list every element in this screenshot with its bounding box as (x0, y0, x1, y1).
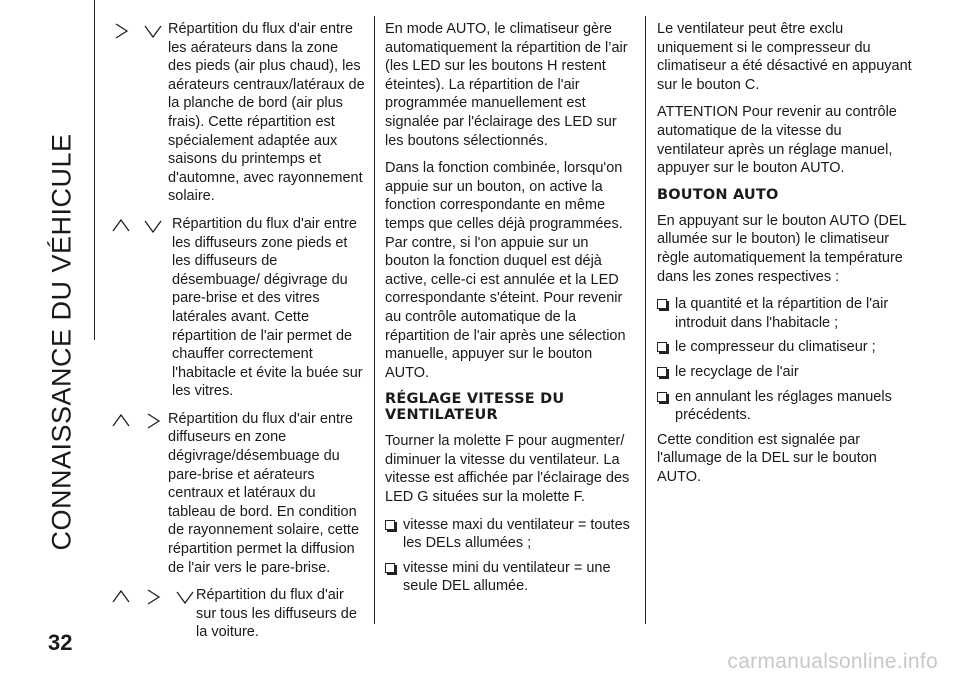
arrow-up-icon (110, 216, 132, 236)
mode-text: Répartition du flux d'air entre les aérateurs dans la zone des pieds (air plus chaud), les aérateurs centraux/latéraux de la planche de bord (air plus frais). Cette répartition est spécialement adaptée aux saisons du printemps et d'automne, avec rayonnement solaire. (168, 21, 365, 205)
column-divider-1 (374, 16, 375, 624)
paragraph: Cette condition est signalée par l'allumage de la DEL sur le bouton AUTO. (657, 431, 877, 485)
page-number: 32 (48, 630, 73, 655)
mode-icons (110, 21, 174, 41)
section-heading: RÉGLAGE VITESSE DU VENTILATEUR (385, 391, 565, 424)
watermark-link[interactable]: carmanualsonline.info (727, 650, 938, 673)
list-item (657, 295, 912, 332)
checkbox-bullet-icon (657, 342, 667, 352)
mode-text: Répartition du flux d'air entre les diffuseurs zone pieds et les diffuseurs de désembuage/ dégivrage du pare-brise et des vitres latérales avant. Cette répartition de l'air permet de chauffer correctement l'habitacle et évite la buée sur les vitres. (172, 215, 363, 400)
mode-item (110, 20, 365, 206)
list-item-text: la quantité et la répartition de l'air introduit dans l'habitacle ; (675, 296, 889, 331)
checkbox-bullet-icon (657, 299, 667, 309)
checkbox-bullet-icon (657, 367, 667, 377)
section-title-text: CONNAISSANCE DU VÉHICULE (46, 133, 77, 551)
arrow-down-icon (142, 21, 164, 41)
paragraph: Tourner la molette F pour augmenter/ diminuer la vitesse du ventilateur. La vitesse est affichée par l'éclairage des LED G situées sur la molette F. (385, 433, 630, 506)
mode-icons (110, 587, 206, 607)
mode-text: Répartition du flux d'air sur tous les diffuseurs de la voiture. (196, 587, 357, 641)
mode-icons (110, 216, 174, 236)
column-2 (385, 20, 635, 602)
arrow-up-icon (110, 411, 132, 431)
list-item-text: vitesse maxi du ventilateur = toutes les DELs allumées ; (403, 516, 630, 552)
checkbox-bullet-icon (657, 392, 667, 402)
list-item (385, 516, 635, 553)
arrow-right-icon (110, 21, 132, 41)
arrow-right-icon (142, 411, 164, 431)
list-item-text: en annulant les réglages manuels précédents. (675, 388, 892, 424)
paragraph: ATTENTION Pour revenir au contrôle automatique de la vitesse du ventilateur après un réglage manuel, appuyer sur le bouton AUTO. (657, 104, 897, 177)
list-item (657, 363, 912, 382)
list-item-text: le recyclage de l'air (675, 363, 799, 380)
paragraph: En appuyant sur le bouton AUTO (DEL allumée sur le bouton) le climatiseur règle automatiquement la température dans les zones respectives : (657, 212, 907, 285)
column-divider-2 (645, 16, 646, 624)
arrow-down-icon (174, 587, 196, 607)
mode-item (110, 215, 365, 401)
sidebar-divider (94, 0, 95, 340)
paragraph: Dans la fonction combinée, lorsqu'on appuie sur un bouton, on active la fonction correspondante en même temps que celles déjà programmées. Par contre, si l'on appuie sur un bouton la fonction duquel est déjà active, celle-ci est annulée et la LED correspondante s'éteint. Pour revenir au contrôle automatique de la répartition de l'air après une sélection manuelle, appuyer sur le bouton AUTO. (385, 160, 626, 381)
arrow-down-icon (142, 216, 164, 236)
checkbox-bullet-icon (385, 520, 395, 530)
list-item-text: le compresseur du climatiseur ; (675, 339, 876, 356)
mode-item (110, 586, 365, 642)
list-item-text: vitesse mini du ventilateur = une seule DEL allumée. (403, 559, 611, 595)
checkbox-bullet-icon (385, 563, 395, 573)
arrow-right-icon (142, 587, 164, 607)
list-item (385, 559, 635, 596)
paragraph: En mode AUTO, le climatiseur gère automatiquement la répartition de l’air (les LED sur les boutons H restent éteintes). La répartition de l'air programmée manuellement est signalée par l'éclairage des LED sur les boutons sélectionnés. (385, 21, 628, 149)
mode-icons (110, 411, 174, 431)
list-item (657, 388, 912, 425)
list-item (657, 338, 912, 357)
section-heading: BOUTON AUTO (657, 186, 779, 203)
arrow-up-icon (110, 587, 132, 607)
mode-item (110, 410, 365, 577)
column-1 (110, 20, 365, 651)
column-3 (657, 20, 912, 495)
paragraph: Le ventilateur peut être exclu uniquement si le compresseur du climatiseur a été désactivé en appuyant sur le bouton C. (657, 21, 912, 93)
mode-text: Répartition du flux d'air entre diffuseurs en zone dégivrage/désembuage du pare-brise et aérateurs centraux et latéraux du tableau de bord. En condition de rayonnement solaire, cette répartition permet la diffusion de l'air vers le pare-brise. (168, 410, 360, 576)
